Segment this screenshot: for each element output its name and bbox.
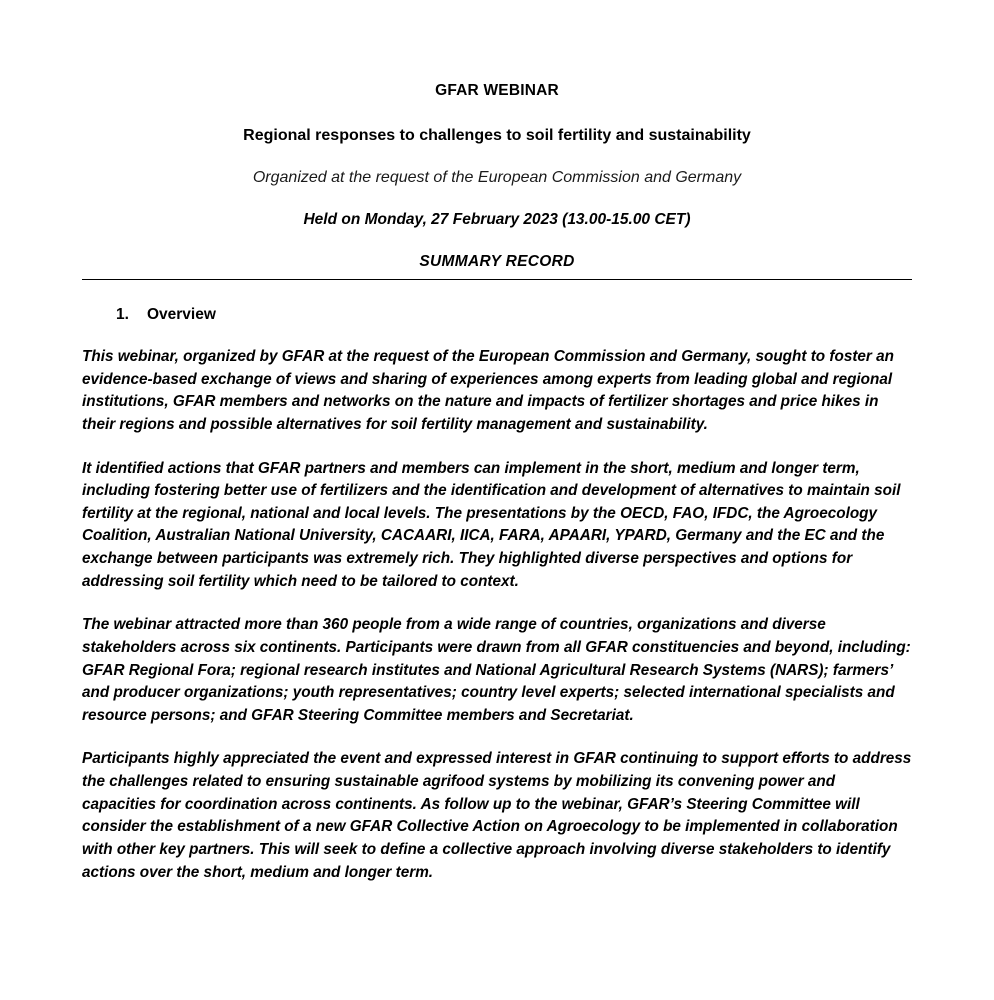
paragraph — [82, 346, 912, 437]
header-divider — [82, 279, 912, 280]
document-date-line: Held on Monday, 27 February 2023 (13.00-15.00 CET) — [303, 211, 691, 228]
section-heading-overview — [82, 306, 912, 324]
document-title: GFAR WEBINAR — [435, 82, 559, 99]
document-content — [82, 0, 912, 884]
section-number: 1. — [116, 306, 129, 323]
document-record-label: SUMMARY RECORD — [419, 253, 575, 270]
paragraph — [82, 458, 912, 594]
document-subtitle: Regional responses to challenges to soil fertility and sustainability — [243, 127, 751, 144]
paragraph-text: It identified actions that GFAR partners and members can implement in the short, medium and longer term, including fostering better use of fertilizers and the identification and development of alternatives to maintain soil fertility at the regional, national and local levels. The presentations by the OECD, FAO, IFDC, the Agroecology Coalition, Australian National University, CACAARI, IICA, FARA, APAARI, YPARD, Germany and the EC and the exchange between participants was extremely rich. They highlighted diverse perspectives and options for addressing soil fertility which need to be tailored to context. — [82, 459, 901, 590]
paragraph-text: This webinar, organized by GFAR at the request of the European Commission and Germany, sought to foster an evidence-based exchange of views and sharing of experiences among experts from leading global and regional institutions, GFAR members and networks on the nature and impacts of fertilizer shortages and price hikes in their regions and possible alternatives for soil fertility management and sustainability. — [82, 348, 894, 433]
paragraph-text: The webinar attracted more than 360 people from a wide range of countries, organizations and diverse stakeholders across six continents. Participants were drawn from all GFAR constituencies and beyond, including: GFAR Regional Fora; regional research institutes and National Agricultural Research Systems (NARS); farmers’ and producer organizations; youth representatives; country level experts; selected international specialists and resource persons; and GFAR Steering Committee members and Secretariat. — [82, 616, 911, 724]
section-title: Overview — [146, 306, 216, 323]
document-organizer-line: Organized at the request of the European Commission and Germany — [252, 169, 742, 186]
paragraph-text: Participants highly appreciated the event and expressed interest in GFAR continuing to support efforts to address the challenges related to ensuring sustainable agrifood systems by mobilizing its convening power and capacities for coordination across continents. As follow up to the webinar, GFAR’s Steering Committee will consider the establishment of a new GFAR Collective Action on Agroecology to be implemented in collaboration with other key partners. This will seek to define a collective approach involving diverse stakeholders to identify actions over the short, medium and longer term. — [82, 750, 912, 881]
paragraph — [82, 614, 912, 727]
paragraph — [82, 748, 912, 884]
document-header — [82, 82, 912, 271]
